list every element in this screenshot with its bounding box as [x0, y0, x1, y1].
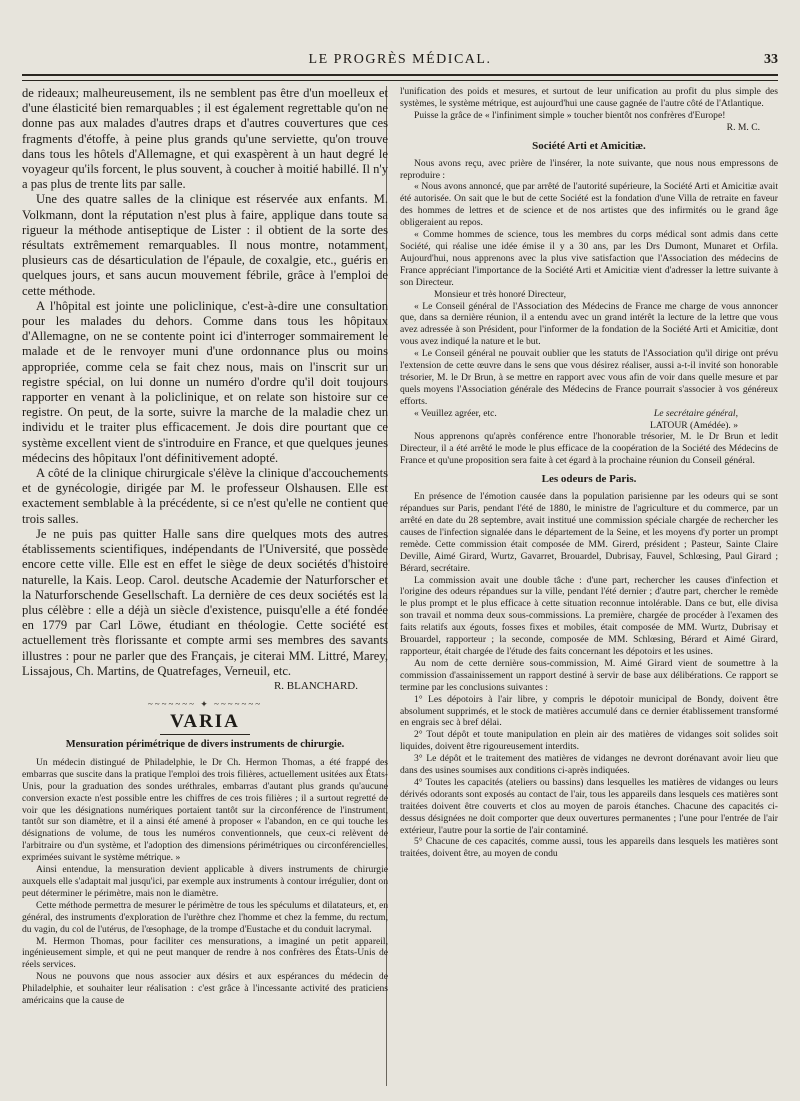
- paragraph: En présence de l'émotion causée dans la population parisienne par les odeurs qui se sont répandues sur Paris, pendant l'été de 1880, le ministre de l'agriculture et du commerce, par un arrêté en date du 28 septembre, avait institué une commission spéciale chargée de rechercher les causes de l'infection signalée dans le département de la Seine, et les moyens d'y porter un prompt remède. Cette commission était composée de MM. Girerd, président ; Pasteur, Sainte Claire Deville, Aimé Girard, Wurtz, Gavarret, Brouardel, Dubrisay, Fauvel, Schlœsing, Paul Girard ; Bérard, secrétaire.: [400, 491, 778, 574]
- paragraph: 2° Tout dépôt et toute manipulation en plein air des matières de vidanges soit solides soit liquides, doivent être rigoureusement interdits.: [400, 729, 778, 753]
- paragraph: Je ne puis pas quitter Halle sans dire quelques mots des autres établissements scientifiques, indépendants de l'Université, que possède encore cette ville. Elle est en effet le siège de deux sociétés d'histoire naturelle, la Kais. Leop. Carol. deutsche Academie der Naturforscher et la Naturforschende Gesellschaft. La dernière de ces deux sociétés est la plus célèbre : elle a déjà un siècle d'existence, puisqu'elle a été fondée en 1779 par Carl Löwe, étudiant en théologie. Cette société est actuellement très florissante et compte armi ses membres des savants illustres : pour ne parler que des Français, je citerai MM. Littré, Marey, Lissajous, Ch. Martins, de Quatrefages, Verneuil, etc.: [22, 526, 388, 678]
- paragraph: M. Hermon Thomas, pour faciliter ces mensurations, a imaginé un petit appareil, ingénieusement simple, et qui ne peut manquer de rendre à nos confrères des États-Unis de réels services.: [22, 935, 388, 971]
- paragraph: La commission avait une double tâche : d'une part, rechercher les causes d'infection et l'origine des odeurs répandues sur la ville, pendant l'été dernier ; d'autre part, chercher le remède le plus prompt et le plus efficace à cette situation reconnue intolérable. Dans ce but, elle divisa son travail et nomma deux sous-commissions. La première, chargée de procéder à l'examen des faits relatifs aux égouts, fosses fixes et mobiles, était composée de MM. Wurtz, Dubrisay et Brouardel, rapporteur ; la seconde, composée de MM. Schlœsing, Bérard et Aimé Girard, rapporteur, était chargée de l'étude des faits concernant les dépotoirs et les usines.: [400, 574, 778, 657]
- paragraph: 3° Le dépôt et le traitement des matières de vidanges ne devront dorénavant avoir lieu que dans des usines soumises aux conditions ci-après indiquées.: [400, 753, 778, 777]
- page-number: 33: [764, 52, 778, 67]
- ornament-divider: ~~~~~~~ ✦ ~~~~~~~: [147, 698, 263, 709]
- paragraph: Une des quatre salles de la clinique est réservée aux enfants. M. Volkmann, dont la réputation n'est plus à faire, applique dans toute sa rigueur la méthode antiseptique de Lister : il obtient de la sorte des résultats extrêmement remarquables. Il nous montre, notamment, plusieurs cas de désarticulation de l'épaule, de coxalgie, etc., guéris en quelques jours, et sans aucun mouvement fébrile, grâce à l'emploi de cette méthode.: [22, 192, 388, 298]
- letter-signature: LATOUR (Amédée). »: [649, 419, 738, 431]
- paragraph: « Comme hommes de science, tous les membres du corps médical sont admis dans cette Société, qui réalise une idée émise il y a 30 ans, par les Drs Dumont, Munaret et Orfila. Aujourd'hui, nous apprenons avec la plus vive satisfaction que l'Association des médecins de France appréciant l'importance de la Société Arti et Amicitiæ vient d'adresser la lettre suivante à son Directeur.: [400, 229, 778, 288]
- letter-salutation: Monsieur et très honoré Directeur,: [434, 288, 567, 300]
- author-signature: R. M. C.: [726, 121, 760, 133]
- article-title: Mensuration périmétrique de divers instruments de chirurgie.: [65, 738, 345, 750]
- running-title: LE PROGRÈS MÉDICAL.: [308, 52, 492, 67]
- paragraph: Nous avons reçu, avec prière de l'insérer, la note suivante, que nous nous empressons de reproduire :: [400, 157, 778, 181]
- paragraph: l'unification des poids et mesures, et surtout de leur unification au profit du plus simple des systèmes, le système métrique, est aujourd'hui une cause gagnée de l'autre côté de l'Atlantique.: [400, 86, 778, 109]
- paragraph: Nous apprenons qu'après conférence entre l'honorable trésorier, M. le Dr Brun et ledit Directeur, il a été arrêté le mode le plus efficace de la coopération de la Société des Médecins de France et qu'une proposition sera faite à cet égard à la prochaine réunion du Conseil général.: [400, 431, 778, 467]
- header-rule-thick: [22, 74, 778, 76]
- paragraph: Un médecin distingué de Philadelphie, le Dr Ch. Hermon Thomas, a été frappé des embarras que suscite dans la pratique l'emploi des trois filières, actuellement usitées aux États-Unis, pour la graduation des sondes uréthrales, embarras d'autant plus grands qu'aucune conversion exacte n'est possible entre les chiffres de ces trois filières ; il a surtout regretté de voir que les désignations numériques portaient tantôt sur la circonférence de l'instrument, tantôt sur son diamètre, et il a ainsi été amené à proposer « l'abandon, en ce qui touche les désignations de volume, de tous les numéros conventionnels, que ceux-ci relèvent de l'arbitraire ou d'un système, et l'adoption des dimensions périmétriques ou circonférencielles, exprimées suivant le système métrique. »: [22, 756, 388, 864]
- right-column: [400, 86, 778, 860]
- varia-heading-block: [22, 699, 388, 735]
- paragraph: « Nous avons annoncé, que par arrêté de l'autorité supérieure, la Société Arti et Amicitiæ avait été autorisée. On sait que le but de cette Société est la fondation d'une Villa de retraite en faveur des hommes de lettres et de science et de nos artistes que des infirmités ou le grand âge obligeraient au repos.: [400, 181, 778, 229]
- closing-formula: « Veuillez agréer, etc.: [414, 407, 497, 419]
- paragraph: « Le Conseil général ne pouvait oublier que les statuts de l'Association qu'il dirige ont prévu l'extension de cette œuvre dans le sens que vous désirez réaliser, aussi a-t-il invité son honorable trésorier, M. le Dr Brun, à se mettre en rapport avec vous afin de voir dans quelle mesure et par quels moyens l'Association générale des Médecins de France pourrait s'associer à vos généreux efforts.: [400, 348, 778, 407]
- paragraph: 1° Les dépotoirs à l'air libre, y compris le dépotoir municipal de Bondy, doivent être absolument supprimés, et le stock de matières accumulé dans ce dernier établissement transformé en engrais sec à bref délai.: [400, 693, 778, 729]
- paragraph: de rideaux; malheureusement, ils ne semblent pas être d'un moelleux et d'une élasticité bien remarquables ; il est également regrettable qu'on ne donne pas aux malades d'autres draps et d'autres couvertures que ces fragments d'étoffe, à peine plus grands qu'une serviette, qu'on trouve dans tous les hôtels d'Allemagne, et qui exaspèrent à un haut degré le voyageur qu'ils forcent, le plus souvent, à coucher à moitié habillé. Il n'y a pas plus de trente lits par salle.: [22, 86, 388, 192]
- author-signature: R. BLANCHARD.: [273, 679, 358, 692]
- paragraph: Au nom de cette dernière sous-commission, M. Aimé Girard vient de soumettre à la commission d'assainissement un rapport destiné à servir de base aux délibérations. Ce rapport se termine par les conclusions suivantes :: [400, 657, 778, 693]
- paragraph: A côté de la clinique chirurgicale s'élève la clinique d'accouchements et de gynécologie, dirigée par M. le professeur Olshausen. Elle est exactement semblable à la précédente, si ce n'est qu'elle ne contient que trois salles.: [22, 466, 388, 526]
- left-column: [22, 86, 388, 1007]
- paragraph: 4° Toutes les capacités (ateliers ou bassins) dans lesquelles les matières de vidanges ou leurs dérivés odorants sont exposés au contact de l'air, tous les appareils dans lesquels ces matières sont traitées doivent être couverts et clos au moyen de parois étanches. Chacune des capacités ci-dessus désignées ne doit comporter que deux ouvertures permanentes ; l'une pour l'entrée de l'air extérieur, l'autre pour la sortie de l'air contaminé.: [400, 776, 778, 836]
- paragraph: Puisse la grâce de « l'infiniment simple » toucher bientôt nos confrères d'Europe!: [414, 109, 726, 121]
- paragraph: « Le Conseil général de l'Association des Médecins de France me charge de vous annoncer que, dans sa dernière réunion, il a entendu avec un grand intérêt la lecture de la lettre que vous avez adressée à son Président, pour l'informer de la fondation de la Société Arti et Amicitiæ, dont vous avez indiqué la nature et le but.: [400, 300, 778, 348]
- paragraph: Cette méthode permettra de mesurer le périmètre de tous les spéculums et dilatateurs, et, en général, des instruments d'exploration de l'urèthre chez l'homme et chez la femme, du rectum, du vagin, du col de l'utérus, de l'œsophage, de la trompe d'Eustache et du conduit lacrymal.: [22, 899, 388, 935]
- varia-underline: [160, 734, 250, 735]
- paragraph: 5° Chacune de ces capacités, comme aussi, tous les appareils dans lesquels les matières sont traitées, doivent être, au moyen de condu: [400, 836, 778, 860]
- article-title: Les odeurs de Paris.: [541, 473, 637, 486]
- paragraph: Nous ne pouvons que nous associer aux désirs et aux espérances du médecin de Philadelphie, et souhaiter leur réalisation : c'est grâce à l'incessante activité des praticiens américains que la cause de: [22, 971, 388, 1007]
- header-rule-thin: [22, 80, 778, 81]
- paragraph: Ainsi entendue, la mensuration devient applicable à divers instruments de chirurgie auxquels elle s'adaptait mal jusqu'ici, par exemple aux instruments à contour irrégulier, dont on peut déterminer le périmètre, mais non le diamètre.: [22, 864, 388, 899]
- letter-closing: [400, 408, 778, 420]
- paragraph: A l'hôpital est jointe une policlinique, c'est-à-dire une consultation pour les malades du dehors. Comme dans tous les hôpitaux d'Allemagne, on ne se contente point ici d'interroger sommairement le malade et de le renvoyer muni d'une ordonnance plus ou moins appropriée, comme cela se fait chez nous, mais on l'inscrit sur un registre spécial, on lui donne un numéro d'ordre qu'il doit toujours rapporter en venant à la policlinique, et on relate son histoire sur ce registre. On peut, de la sorte, suivre la marche de la maladie chez un individu et le traiter plus efficacement. Je dois dire pourtant que ce système excellent vient de s'introduire en France, et que quelques jeunes médecins des hôpitaux l'ont définitivement adopté.: [22, 298, 388, 465]
- closing-title: Le secrétaire général,: [653, 407, 738, 419]
- article-title: Société Arti et Amicitiæ.: [532, 139, 646, 152]
- section-heading-varia: VARIA: [170, 710, 240, 732]
